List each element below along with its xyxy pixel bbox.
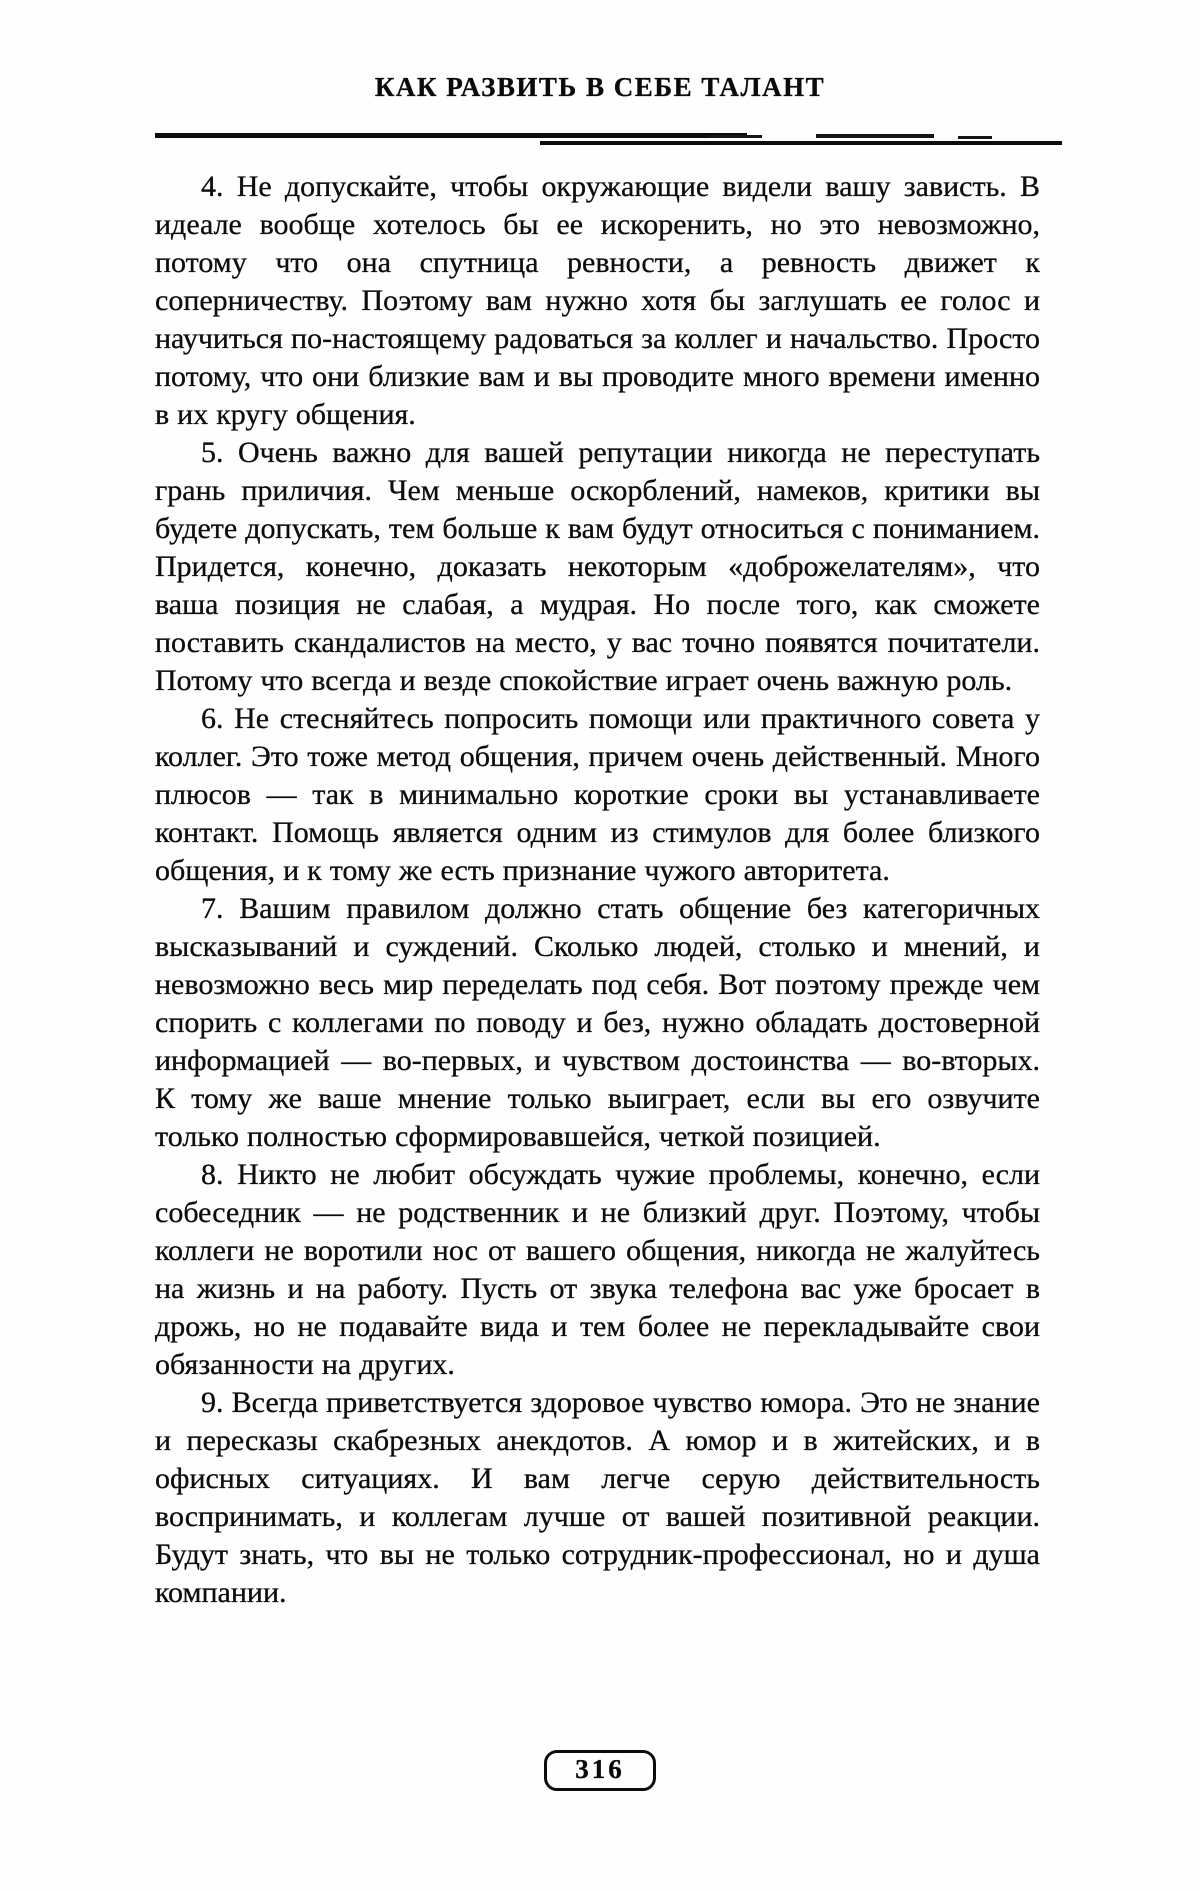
header-rule-artifact <box>958 136 992 139</box>
paragraph-item-6: 6. Не стесняйтесь попросить помощи или практичного совета у коллег. Это тоже метод общения, причем очень действенный. Много плюсов — так в минимально короткие сроки вы устанавливаете контакт. Помощь является одним из стимулов для более близкого общения, и к тому же есть признание чужого авторитета. <box>155 702 1040 887</box>
page-number-badge <box>544 1750 656 1791</box>
paragraph-item-9: 9. Всегда приветствуется здоровое чувство юмора. Это не знание и пересказы скабрезных анекдотов. А юмор и в житейских, и в офисных ситуациях. И вам легче серую действительность воспринимать, и коллегам лучше от вашей позитивной реакции. Будут знать, что вы не только сотрудник-профессионал, но и душа компании. <box>155 1386 1040 1609</box>
page-footer <box>0 1750 1200 1791</box>
header-rule-artifact <box>816 134 934 138</box>
paragraph-item-4: 4. Не допускайте, чтобы окружающие видели вашу зависть. В идеале вообще хотелось бы ее искоренить, но это невозможно, потому что она спутница ревности, а ревность движет к соперничеству. Поэтому вам нужно хотя бы заглушать ее голос и научиться по-настоящему радоваться за коллег и начальство. Просто потому, что они близкие вам и вы проводите много времени именно в их кругу общения. <box>155 170 1040 431</box>
paragraph-item-7: 7. Вашим правилом должно стать общение без категоричных высказываний и суждений. Сколько людей, столько и мнений, и невозможно весь мир переделать под себя. Вот поэтому прежде чем спорить с коллегами по поводу и без, нужно обладать достоверной информацией — во-первых, и чувством достоинства — во-вторых. К тому же ваше мнение только выиграет, если вы его озвучите только полностью сформировавшейся, четкой позицией. <box>155 892 1040 1153</box>
page-body <box>0 168 1200 1612</box>
page-header <box>0 0 1200 168</box>
header-rule-bottom <box>540 141 1062 145</box>
page-number: 316 <box>575 1754 625 1784</box>
paragraph-item-5: 5. Очень важно для вашей репутации никогда не переступать грань приличия. Чем меньше оскорблений, намеков, критики вы будете допускать, тем больше к вам будут относиться с пониманием. Придется, конечно, доказать некоторым «доброжелателям», что ваша позиция не слабая, а мудрая. Но после того, как сможете поставить скандалистов на место, у вас точно появятся почитатели. Потому что всегда и везде спокойствие играет очень важную роль. <box>155 436 1040 697</box>
running-title: КАК РАЗВИТЬ В СЕБЕ ТАЛАНТ <box>374 72 826 102</box>
header-rule-artifact <box>706 135 762 138</box>
header-rule-top <box>155 133 747 138</box>
paragraph-item-8: 8. Никто не любит обсуждать чужие проблемы, конечно, если собеседник — не родственник и не близкий друг. Поэтому, чтобы коллеги не воротили нос от вашего общения, никогда не жалуйтесь на жизнь и на работу. Пусть от звука телефона вас уже бросает в дрожь, но не подавайте вида и тем более не перекладывайте свои обязанности на других. <box>155 1158 1040 1381</box>
